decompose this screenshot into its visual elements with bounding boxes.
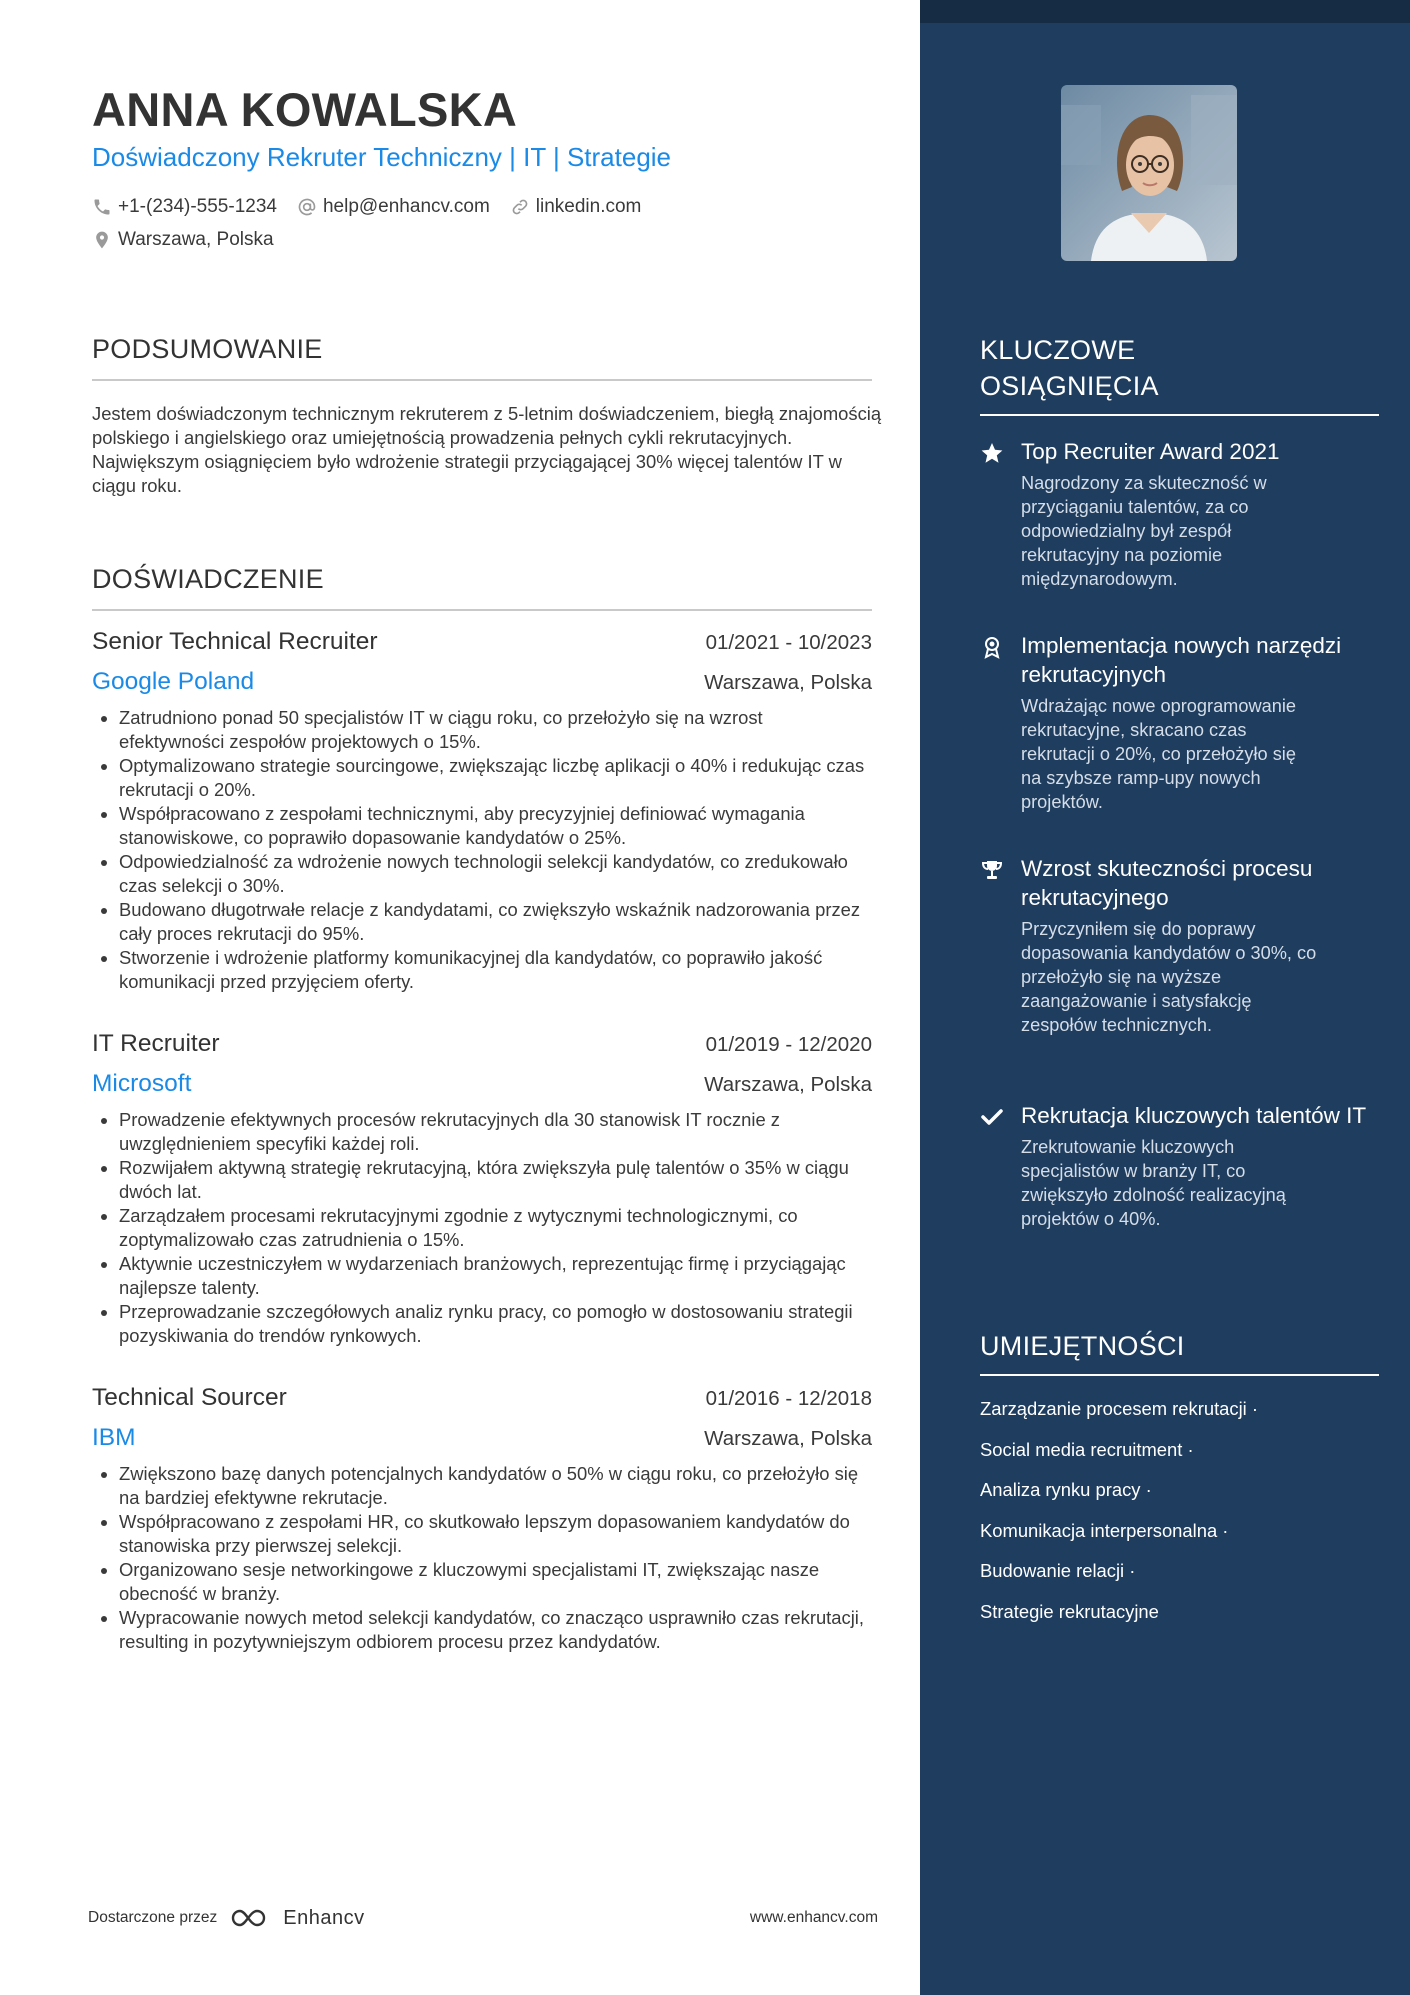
job-bullet: • Współpracowano z zespołami HR, co skutkowało lepszym dopasowaniem kandydatów do stanowiska przy pierwszej selekcji. (119, 1510, 872, 1558)
job-entry (92, 1384, 872, 1654)
job-bullet: • Przeprowadzanie szczegółowych analiz rynku pracy, co pomogło w dostosowaniu strategii pozyskiwania do trendów rynkowych. (119, 1300, 872, 1348)
skill-item: Zarządzanie procesem rekrutacji · (980, 1398, 1259, 1419)
job-bullet: • Budowano długotrwałe relacje z kandydatami, co zwiększyło wskaźnik nadzorowania przez cały proces rekrutacji do 95%. (119, 898, 872, 946)
skills-title: UMIEJĘTNOŚCI (980, 1331, 1185, 1361)
job-entry (92, 1030, 872, 1348)
job-bullet: • Rozwijałem aktywną strategię rekrutacyjną, która zwiększyła pulę talentów o 35% w ciągu dwóch lat. (119, 1156, 872, 1204)
job-entry (92, 628, 872, 994)
achievement-desc: Nagrodzony za skuteczność w przyciąganiu talentów, za co odpowiedzialny był zespół rekrutacyjny na poziomie międzynarodowym. (1021, 473, 1267, 589)
achievement-item (980, 854, 1390, 1037)
trophy-icon (980, 858, 1004, 882)
job-dates: 01/2019 - 12/2020 (705, 1033, 872, 1056)
medal-icon (980, 635, 1004, 659)
job-bullet: • Wypracowanie nowych metod selekcji kandydatów, co znacząco usprawniło czas rekrutacji, resulting in pozytywniejszym odbiorem procesu przez kandydatów. (119, 1606, 872, 1654)
contact-phone[interactable] (92, 196, 277, 218)
job-location: Warszawa, Polska (704, 1427, 872, 1450)
at-icon (297, 197, 317, 217)
brand-name: Enhancv (283, 1906, 365, 1929)
location-text: Warszawa, Polska (118, 229, 274, 250)
footer-brand[interactable] (88, 1906, 365, 1930)
achievement-item (980, 437, 1390, 591)
job-role: IT Recruiter (92, 1030, 220, 1057)
email-text: help@enhancv.com (322, 196, 490, 217)
job-bullet: • Zatrudniono ponad 50 specjalistów IT w ciągu roku, co przełożyło się na wzrost efektywności zespołów projektowych o 15%. (119, 706, 872, 754)
job-bullets (92, 1108, 872, 1348)
contact-row (92, 196, 661, 218)
website-link[interactable]: www.enhancv.com (749, 1909, 878, 1926)
sidebar (920, 0, 1410, 1995)
phone-text: +1-(234)-555-1234 (118, 196, 277, 217)
job-role: Technical Sourcer (92, 1384, 287, 1411)
contact-linkedin[interactable] (510, 196, 642, 218)
portrait-icon (1061, 85, 1237, 261)
achievement-desc: Zrekrutowanie kluczowych specjalistów w branży IT, co zwiększyło zdolność realizacyjną projektów o 40%. (1021, 1137, 1286, 1229)
link-icon (510, 197, 530, 217)
achievements-title-line: OSIĄGNIĘCIA (980, 371, 1159, 401)
linkedin-text: linkedin.com (535, 196, 642, 217)
skill-item: Komunikacja interpersonalna · (980, 1519, 1229, 1541)
powered-by-text: Dostarczone przez (88, 1909, 218, 1926)
sidebar-top-band (920, 0, 1410, 23)
job-role: Senior Technical Recruiter (92, 628, 378, 655)
contact-email[interactable] (297, 196, 490, 218)
summary-title: PODSUMOWANIE (92, 334, 323, 364)
achievement-title: Implementacja nowych narzędzi rekrutacyjnych (1021, 633, 1342, 687)
job-bullet: • Stworzenie i wdrożenie platformy komunikacyjnej dla kandydatów, co poprawiło jakość komunikacji przed przyjęciem oferty. (119, 946, 872, 994)
achievement-title: Top Recruiter Award 2021 (1021, 439, 1280, 464)
achievement-title: Wzrost skuteczności procesu rekrutacyjnego (1021, 856, 1313, 910)
summary-divider (92, 379, 872, 381)
skill-item: Analiza rynku pracy · (980, 1479, 1152, 1500)
job-bullet: • Organizowano sesje networkingowe z kluczowymi specjalistami IT, zwiększając nasze obecność w branży. (119, 1558, 872, 1606)
job-bullet: • Współpracowano z zespołami technicznymi, aby precyzyjniej definiować wymagania stanowiskowe, co poprawiło dopasowanie kandydatów o 25%. (119, 802, 872, 850)
skill-item: Budowanie relacji · (980, 1560, 1136, 1581)
candidate-name: ANNA KOWALSKA (92, 83, 518, 136)
job-dates: 01/2021 - 10/2023 (705, 631, 872, 654)
job-location: Warszawa, Polska (704, 1073, 872, 1096)
contact-row-2 (92, 229, 294, 251)
skill-item: Strategie rekrutacyjne (980, 1600, 1159, 1622)
job-company[interactable]: IBM (92, 1424, 136, 1451)
achievements-title-line: KLUCZOWE (980, 335, 1136, 365)
experience-title: DOŚWIADCZENIE (92, 564, 324, 594)
experience-divider (92, 609, 872, 611)
enhancv-logo-icon (229, 1906, 275, 1930)
achievement-title: Rekrutacja kluczowych talentów IT (1021, 1103, 1367, 1128)
skills-divider (980, 1374, 1379, 1376)
phone-icon (92, 197, 112, 217)
footer (88, 1906, 878, 1930)
location-pin-icon (92, 230, 112, 250)
job-dates: 01/2016 - 12/2018 (705, 1387, 872, 1410)
job-bullet: • Zwiększono bazę danych potencjalnych kandydatów o 50% w ciągu roku, co przełożyło się na bardziej efektywne rekrutacje. (119, 1462, 872, 1510)
achievement-item (980, 631, 1390, 814)
summary-text: Jestem doświadczonym technicznym rekruterem z 5-letnim doświadczeniem, biegłą znajomością polskiego i angielskiego oraz umiejętnością prowadzenia pełnych cykli rekrutacyjnych. Największym osiągnięciem było wdrożenie strategii przyciągającej 30% więcej talentów IT w ciągu roku. (92, 403, 882, 496)
star-icon (980, 441, 1004, 465)
job-company[interactable]: Microsoft (92, 1070, 192, 1097)
job-location: Warszawa, Polska (704, 671, 872, 694)
contact-location (92, 229, 274, 251)
skill-item: Social media recruitment · (980, 1438, 1194, 1460)
achievement-item (980, 1101, 1390, 1231)
achievement-desc: Przyczyniłem się do poprawy dopasowania kandydatów o 30%, co przełożyło się na wyższe zaangażowanie i satysfakcję zespołów technicznych. (1021, 919, 1317, 1035)
candidate-headline: Doświadczony Rekruter Techniczny | IT | Strategie (92, 142, 672, 172)
job-bullet: • Zarządzałem procesami rekrutacyjnymi zgodnie z wytycznymi technologicznymi, co zoptymalizowało czas zatrudnienia o 15%. (119, 1204, 872, 1252)
achievements-title (980, 332, 1159, 404)
achievement-desc: Wdrażając nowe oprogramowanie rekrutacyjne, skracano czas rekrutacji o 20%, co przełożyło się na szybsze ramp-upy nowych projektów. (1021, 696, 1296, 812)
achievements-divider (980, 414, 1379, 416)
profile-photo (1061, 85, 1237, 261)
job-bullet: • Prowadzenie efektywnych procesów rekrutacyjnych dla 30 stanowisk IT rocznie z uwzględnieniem specyfiki każdej roli. (119, 1108, 872, 1156)
job-bullet: • Odpowiedzialność za wdrożenie nowych technologii selekcji kandydatów, co zredukowało czas selekcji o 30%. (119, 850, 872, 898)
skills-list (980, 1395, 1380, 1638)
checkmark-icon (980, 1105, 1004, 1129)
job-bullet: • Optymalizowano strategie sourcingowe, zwiększając liczbę aplikacji o 40% i redukując czas rekrutacji o 20%. (119, 754, 872, 802)
job-company[interactable]: Google Poland (92, 668, 255, 695)
job-bullet: • Aktywnie uczestniczyłem w wydarzeniach branżowych, reprezentując firmę i przyciągając najlepsze talenty. (119, 1252, 872, 1300)
job-bullets (92, 1462, 872, 1654)
job-bullets (92, 706, 872, 994)
